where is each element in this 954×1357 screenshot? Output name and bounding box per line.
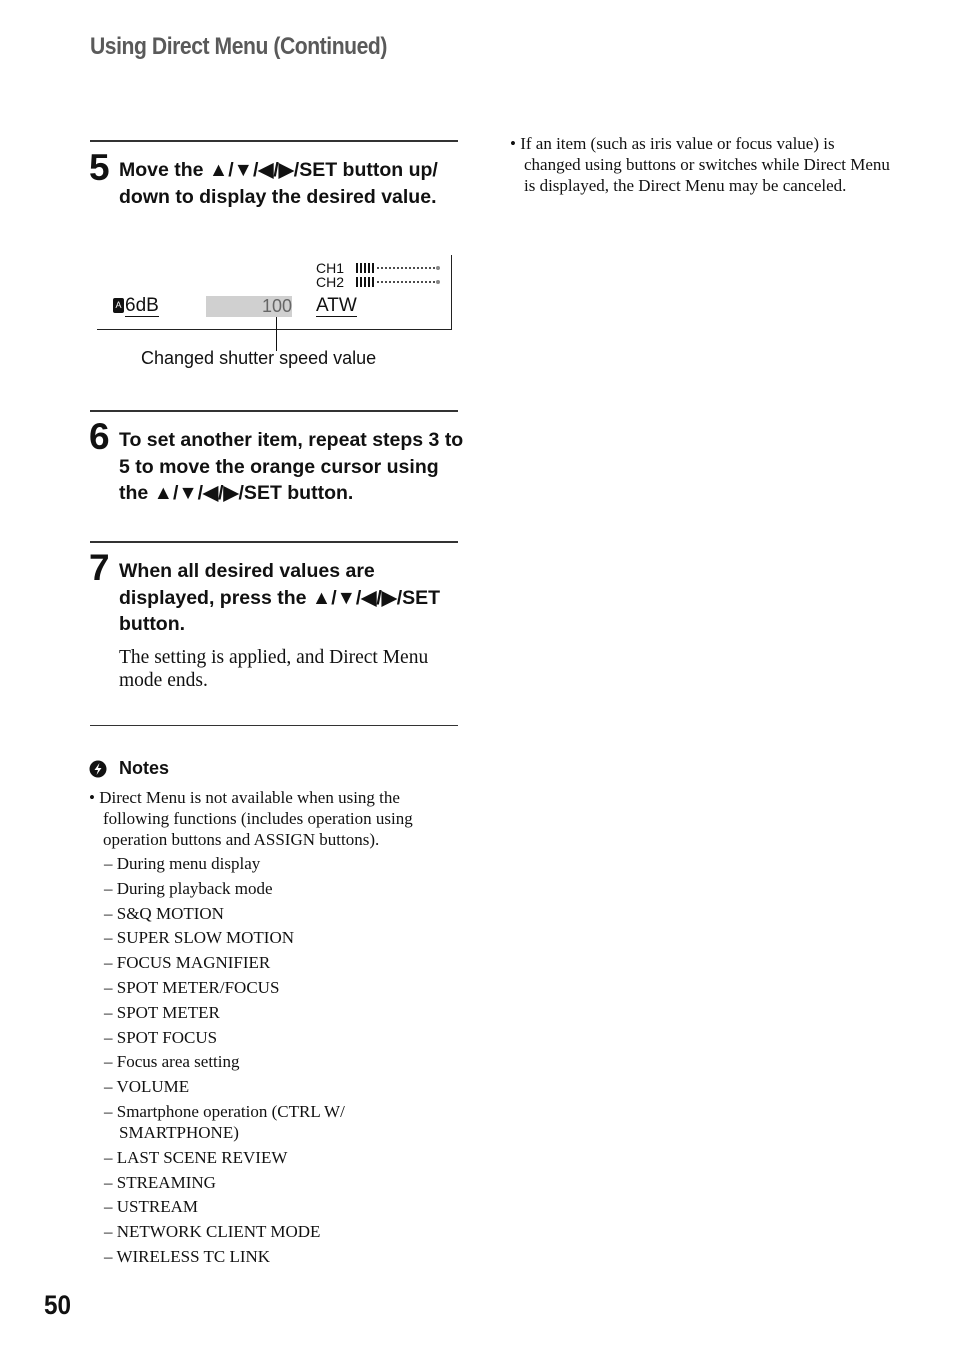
shutter-speed-value: 100 xyxy=(206,296,292,317)
auto-badge-icon: A xyxy=(113,298,124,313)
list-item: – USTREAM xyxy=(104,1197,198,1217)
step-number: 5 xyxy=(89,147,110,188)
section-divider xyxy=(90,410,458,412)
step-heading: Move the ▲/▼/◀/▶/SET button up/ down to display the desired value. xyxy=(119,159,438,208)
list-item: – SUPER SLOW MOTION xyxy=(104,928,295,948)
list-item: – S&Q MOTION xyxy=(104,903,224,923)
ch2-audio-meter xyxy=(355,276,441,288)
list-item: – NETWORK CLIENT MODE xyxy=(104,1222,321,1242)
notes-title: Notes xyxy=(119,758,170,778)
list-item: – During playback mode xyxy=(104,878,273,898)
step-number: 6 xyxy=(89,416,110,457)
ch1-audio-meter xyxy=(355,262,441,274)
ch1-label: CH1 xyxy=(316,260,345,276)
step-number: 7 xyxy=(89,547,110,588)
diagram-caption: Changed shutter speed value xyxy=(141,348,377,368)
list-item: – SPOT METER/FOCUS xyxy=(104,977,280,997)
step-heading: To set another item, repeat steps 3 to 5 to move the orange cursor using the ▲/▼/◀/▶/SET button. xyxy=(119,429,464,504)
list-item: – During menu display xyxy=(104,854,261,873)
ch2-label: CH2 xyxy=(316,274,345,290)
page-number: 50 xyxy=(44,1290,72,1320)
notes-intro: • Direct Menu is not available when using the following functions (includes operation using operation buttons and ASSIGN buttons). xyxy=(89,788,413,849)
list-item: – SPOT METER xyxy=(104,1002,220,1022)
section-divider xyxy=(90,725,458,726)
gain-value: 6dB xyxy=(125,295,159,316)
notes-heading xyxy=(89,758,169,779)
list-item: – STREAMING xyxy=(104,1172,216,1192)
list-item: – LAST SCENE REVIEW xyxy=(104,1147,288,1167)
step-heading: When all desired values are displayed, press the ▲/▼/◀/▶/SET button. xyxy=(119,560,441,635)
list-item: – SPOT FOCUS xyxy=(104,1027,218,1047)
list-item: – FOCUS MAGNIFIER xyxy=(104,953,271,973)
white-balance-value: ATW xyxy=(316,295,357,316)
notes-icon xyxy=(89,760,107,778)
unavailable-functions-list xyxy=(104,853,464,1271)
right-column-note: • If an item (such as iris value or focus value) is changed using buttons or switches while Direct Menu is displayed, the Direct Menu may be canceled. xyxy=(510,134,890,195)
list-item: – Focus area setting xyxy=(104,1052,240,1072)
list-item: – WIRELESS TC LINK xyxy=(104,1246,271,1266)
section-divider xyxy=(90,541,458,543)
step-body: The setting is applied, and Direct Menu mode ends. xyxy=(119,647,429,691)
page-header: Using Direct Menu (Continued) xyxy=(90,33,387,60)
list-item: – Smartphone operation (CTRL W/ SMARTPHONE) xyxy=(104,1101,345,1142)
section-divider xyxy=(90,140,458,142)
list-item: – VOLUME xyxy=(104,1077,190,1097)
callout-line xyxy=(276,317,277,351)
